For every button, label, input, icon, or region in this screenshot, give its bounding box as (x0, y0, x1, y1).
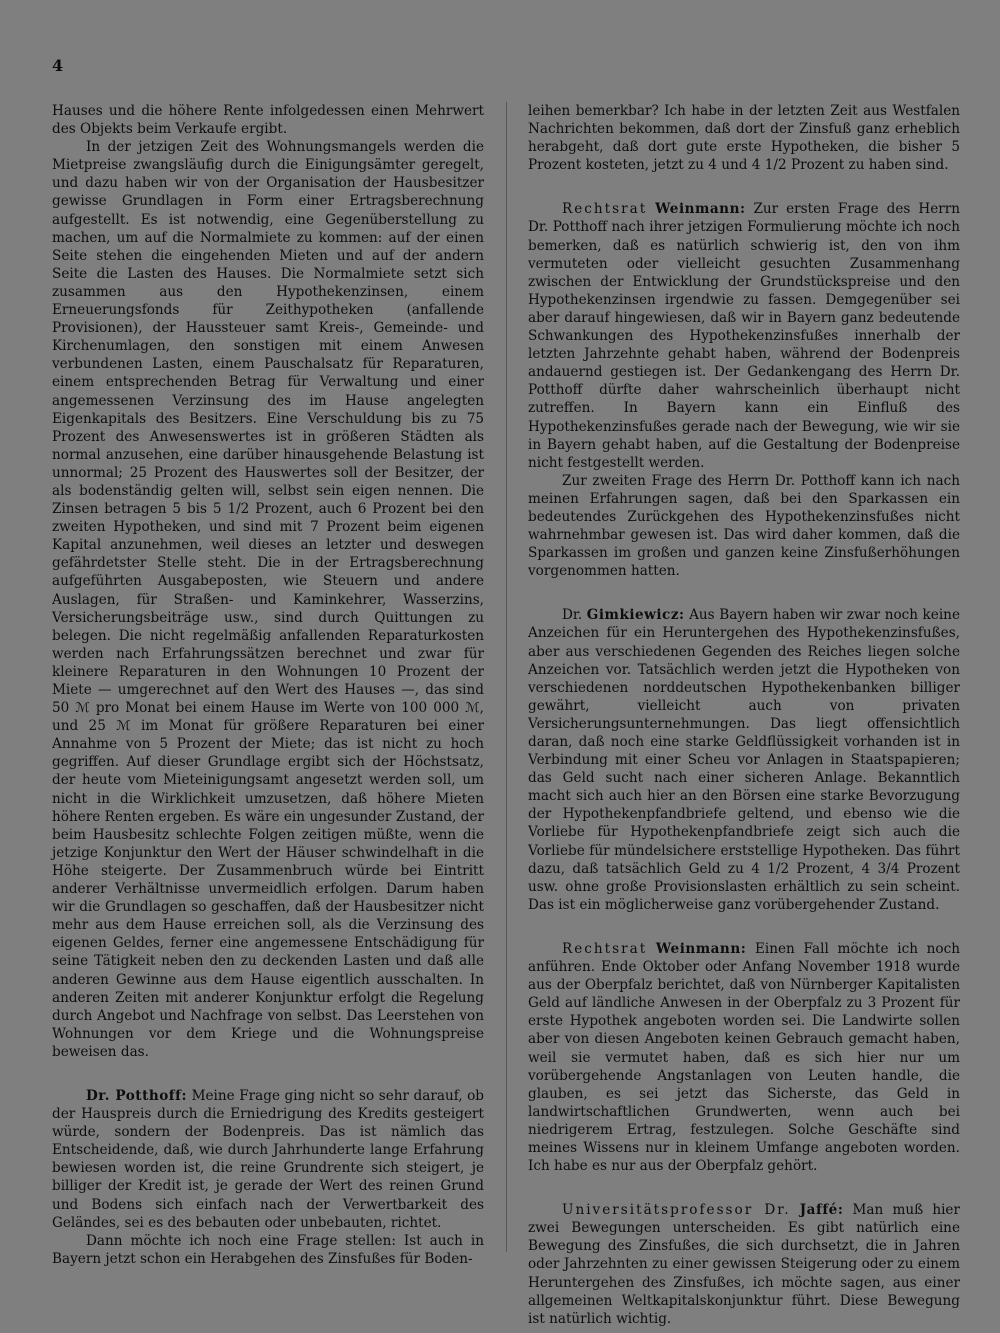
speech-text: Meine Frage ging nicht so sehr darauf, ob der Hauspreis durch die Erniedrigung des Kredits gesteigert würde, sondern der Bodenpreis. Das ist nämlich das Entscheidende, daß, wie durch Jahrhunderte lange Erfahrung bewiesen worden ist, die reine Grundrente sich steigert, je billiger der Kredit ist, je gerade der Wert des reinen Grund und Bodens sich einfach nach der Verwertbarkeit des Geländes, sei es des bebauten oder unbebauten, richtet. (52, 1087, 484, 1231)
column-divider (506, 102, 507, 1252)
right-column (528, 102, 960, 1328)
speaker-name: Weinmann: (655, 201, 746, 218)
left-column (52, 102, 484, 1268)
speech-text: Einen Fall möchte ich noch anführen. Ende Oktober oder Anfang November 1918 wurde aus der Oberpfalz berichtet, daß von Nürnberger Kapitalisten Geld auf ländliche Anwesen in der Oberpfalz zu 3 Prozent für erste Hypothek angeboten worden sei. Die Landwirte sollen aber von diesen Angeboten keinen Gebrauch gemacht haben, weil sie vermutet haben, daß es sich hier nur um vorübergehende Angstanlagen von Leuten handle, die glauben, es sei jetzt das Sicherste, das Geld in landwirtschaftlichen Grundwerten, wenn auch bei niedrigerem Ertrag, festzulegen. Solche Geschäfte sind meines Wissens nur in kleinem Umfange angeboten worden. Ich habe es nur aus der Oberpfalz gehört. (528, 940, 960, 1175)
speech-text: Aus Bayern haben wir zwar noch keine Anzeichen für ein Heruntergehen des Hypothekenzinsfußes, aber aus verschiedenen Gegenden des Reiches liegen solche Anzeichen vor. Tatsächlich werden jetzt die Hypotheken von verschiedenen norddeutschen Hypothekenbanken billiger gewährt, vielleicht auch von privaten Versicherungsunternehmungen. Das liegt offensichtlich daran, daß noch eine starke Geldflüssigkeit vorhanden ist in Verbindung mit einer Scheu vor Anlagen in Staatspapieren; das Geld sucht nach einer sicheren Anlage. Bekanntlich macht sich auch hier an den Börsen eine starke Bevorzugung der Hypothekenpfandbriefe geltend, und ebenso wie die Vorliebe für Hypothekenpfandbriefe zeigt sich auch die Vorliebe für mündelsichere erststellige Hypotheken. Das führt dazu, daß tatsächlich Geld zu 4 1/2 Prozent, 4 3/4 Prozent usw. ohne große Provisionslasten erhältlich zu sein scheint. Das ist ein möglicherweise ganz vorübergehender Zustand. (528, 607, 960, 913)
speech-text: Zur ersten Frage des Herrn Dr. Potthoff nach ihrer jetzigen Formulierung möchte ich noch bemerken, daß es natürlich schwierig ist, den von ihm vermuteten oder vielleicht gesuchten Zusammenhang zwischen der Entwicklung der Grundstückspreise und den Hypothekenzinsen irgendwie zu fassen. Demgegenüber sei aber darauf hingewiesen, daß wir in Bayern ganz bedeutende Schwankungen des Hypothekenzinsfußes innerhalb der letzten Jahrzehnte gehabt haben, während der Bodenpreis andauernd gestiegen ist. Der Gedankengang des Herrn Dr. Potthoff dürfte daher wahrscheinlich überhaupt nicht zutreffen. In Bayern kann ein Einfluß des Hypothekenzinsfußes gerade nach der Bewegung, wie wir sie in Bayern gehabt haben, auf die Gestaltung der Bodenpreise nicht festgestellt werden. (528, 201, 961, 471)
page-number: 4 (52, 56, 64, 75)
speech-weinmann-2 (528, 940, 960, 1175)
speaker-name: Weinmann: (655, 940, 747, 957)
speaker-name: Jaffé: (799, 1202, 844, 1219)
speech-jaffe (528, 1201, 960, 1328)
speaker-name: Gimkiewicz: (586, 607, 685, 624)
paragraph: Dann möchte ich noch eine Frage stellen: Ist auch in Bayern jetzt schon ein Herabgehen des Zinsfußes für Boden- (52, 1232, 484, 1267)
speaker-title: Dr. (562, 607, 583, 624)
paragraph: Hauses und die höhere Rente infolgedessen einen Mehrwert des Objekts beim Verkaufe ergibt. (52, 103, 484, 138)
speech-weinmann (528, 200, 960, 471)
speaker-title: Universitätsprofessor Dr. (562, 1202, 791, 1219)
speech-potthoff (52, 1087, 484, 1232)
paragraph: leihen bemerkbar? Ich habe in der letzten Zeit aus Westfalen Nachrichten bekommen, daß dort der Zinsfuß ganz erheblich herabgeht, daß dort gute erste Hypotheken, die bisher 5 Prozent kosteten, jetzt zu 4 und 4 1/2 Prozent zu haben sind. (528, 103, 960, 174)
paragraph: In der jetzigen Zeit des Wohnungsmangels werden die Mietpreise zwangsläufig durch die Einigungsämter geregelt, und dazu haben wir von der Organisation der Hausbesitzer gewisse Grundlagen in Form einer Ertragsberechnung aufgestellt. Es ist notwendig, eine Gegenüberstellung zu machen, um auf die Normalmiete zu kommen: auf der einen Seite stehen die eingehenden Mieten und auf der andern Seite die Lasten des Hauses. Die Normalmiete setzt sich zusammen aus den Hypothekenzinsen, einem Erneuerungsfonds für Zeithypotheken (anfallende Provisionen), der Haussteuer samt Kreis-, Gemeinde- und Kirchenumlagen, den sonstigen mit einem Anwesen verbundenen Lasten, einem Pauschalsatz für Reparaturen, einem entsprechenden Betrag für Verwaltung und einer angemessenen Verzinsung des im Hause angelegten Eigenkapitals des Besitzers. Eine Verschuldung bis zu 75 Prozent des Anwesenswertes ist in größeren Städten als normal anzusehen, eine darüber hinausgehende Belastung ist unnormal; 25 Prozent des Hauswertes soll der Besitzer, der als bodenständig gelten will, selbst sein eigen nennen. Die Zinsen betragen 5 bis 5 1/2 Prozent, auch 6 Prozent bei den zweiten Hypotheken, und sind mit 7 Prozent beim eigenen Kapital anzunehmen, weil dieses an letzter und deswegen gefährdetster Stelle steht. Die in der Ertragsberechnung aufgeführten Ausgabeposten, wie Steuern und andere Auslagen, für Straßen- und Kaminkehrer, Wasserzins, Versicherungsbeiträge usw., sind durch Quittungen zu belegen. Die nicht regelmäßig anfallenden Reparaturkosten werden nach Erfahrungssätzen berechnet und zwar für kleinere Reparaturen in den Wohnungen 10 Prozent der Miete — umgerechnet auf den Wert des Hauses —, das sind 50 ℳ pro Monat bei einem Hause im Werte von 100 000 ℳ, und 25 ℳ im Monat für größere Reparaturen bei einer Annahme von 5 Prozent der Miete; das ist nicht zu hoch gegriffen. Auf dieser Grundlage ergibt sich der Höchstsatz, der heute vom Mieteinigungsamt angesetzt werden soll, um nicht in die Wirklichkeit umzusetzen, daß höhere Mieten höhere Renten ergeben. Es wäre ein ungesunder Zustand, der beim Hausbesitz schlechte Folgen zeitigen müßte, wenn die jetzige Konjunktur den Wert der Häuser schwindelhaft in die Höhe steigerte. Der Zusammenbruch würde bei Eintritt anderer Verhältnisse unvermeidlich erfolgen. Darum haben wir die Grundlagen so geschaffen, daß der Hausbesitzer nicht mehr aus dem Hause erreichen soll, als die Verzinsung des eigenen Geldes, ferner eine angemessene Entschädigung für seine Tätigkeit neben den zu deckenden Lasten und daß alle anderen Gewinne aus dem Hause eigentlich ausschalten. In anderen Zeiten mit anderer Konjunktur erfolgt die Regelung durch Angebot und Nachfrage von selbst. Das Leerstehen von Wohnungen vor dem Kriege und die Wohnungspreise beweisen das. (52, 139, 484, 1060)
speaker-name: Dr. Potthoff: (86, 1087, 188, 1104)
speech-text: Man muß hier zwei Bewegungen unterscheiden. Es gibt natürlich eine Bewegung des Zinsfußes, die sich durchsetzt, die in Jahren oder Jahrzehnten zu einer gewissen Steigerung oder zu einem Heruntergehen des Zinsfußes, ich möchte sagen, aus einer allgemeinen Weltkapitalskonjunktur führt. Diese Bewegung ist natürlich wichtig. (528, 1202, 960, 1327)
speaker-title: Rechtsrat (562, 201, 648, 218)
speaker-title: Rechtsrat (562, 940, 648, 957)
paragraph: Zur zweiten Frage des Herrn Dr. Potthoff kann ich nach meinen Erfahrungen sagen, daß bei den Sparkassen ein bedeutendes Zurückgehen des Hypothekenzinsfußes nicht wahrnehmbar gewesen ist. Das wird daher kommen, daß die Sparkassen im großen und ganzen keine Zinsfußerhöhungen vorgenommen hatten. (528, 472, 960, 580)
speech-gimkiewicz (528, 606, 960, 914)
